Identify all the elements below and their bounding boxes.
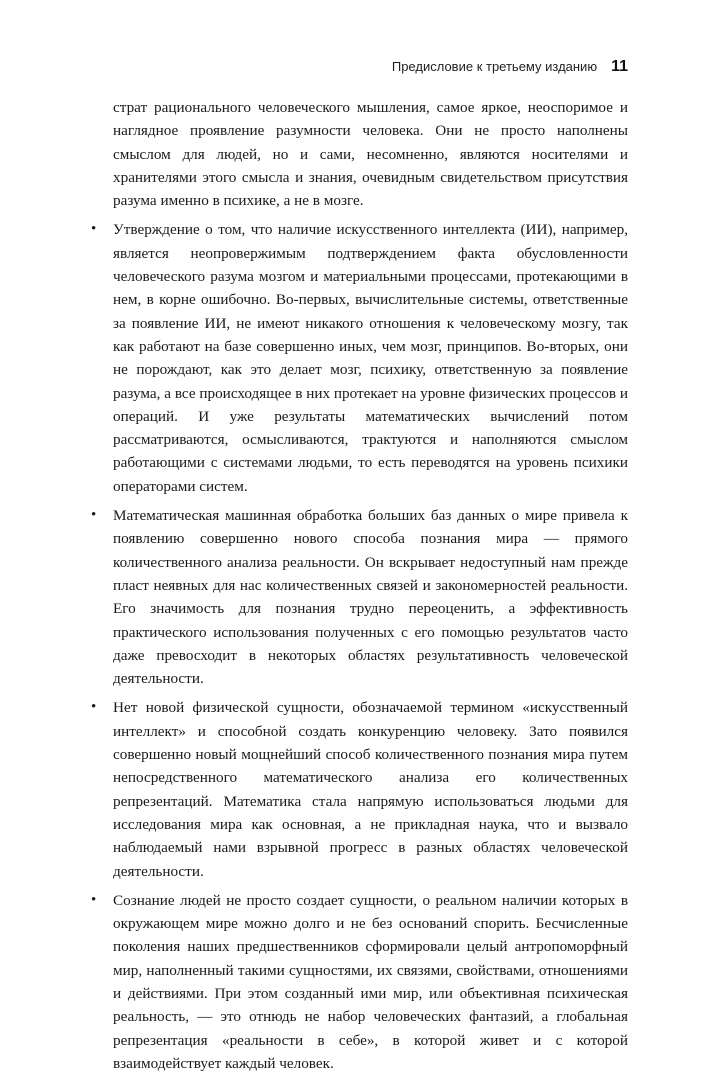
- bullet-text: Сознание людей не просто создает сущности, о реальном наличии которых в окружающем мире можно долго и не без оснований спорить. Бесчисленные поколения наших предшественников сформировали целый антропоморфный мир, наполненный такими сущностями, их связями, свойствами, отношениями и действиями. При этом созданный ими мир, или объективная психическая реальность, — это отнюдь не набор человеческих фантазий, а глобальная репрезентация «реальности в себе», в которой живет и с которой взаимодействует каждый человек.: [113, 891, 628, 1072]
- bullet-text: Утверждение о том, что наличие искусственного интеллекта (ИИ), например, является неопровержимым подтверждением факта обусловленности человеческого разума мозгом и материальными процессами, протекающими в нем, в корне ошибочно. Во-первых, вычислительные системы, ответственные за появление ИИ, не имеют никакого отношения к человеческому мозгу, так как работают на базе совершенно иных, чем мозг, принципов. Во-вторых, они не порождают, как это делает мозг, психику, ответственную за появление разума, а все происходящее в них протекает на уровне физических процессов и операций. И уже результаты математических вычислений потом рассматриваются, осмысливаются, трактуются и наполняются смыслом работающими с системами людьми, то есть переводятся на уровень психики операторами систем.: [113, 221, 628, 495]
- bullet-mark: •: [91, 891, 97, 908]
- bullet-item: [91, 218, 628, 498]
- bullet-mark: •: [91, 221, 97, 238]
- bullet-item: [91, 504, 628, 690]
- bullet-mark: •: [91, 507, 97, 524]
- bullet-text: Математическая машинная обработка больших баз данных о мире привела к появлению совершенно нового способа познания мира — прямого количественного анализа реальности. Он вскрывает недоступный нам прежде пласт неявных для нас количественных связей и закономерностей реальности. Его значимость для познания трудно переоценить, а эффективность практического использования полученных с его помощью результатов часто даже превосходит в некоторых областях результативность человеческой деятельности.: [113, 507, 628, 688]
- running-head: [392, 58, 628, 76]
- body-text: [91, 96, 628, 1075]
- page-number: 11: [611, 58, 628, 75]
- bullet-mark: •: [91, 699, 97, 716]
- bullet-list: [91, 218, 628, 1075]
- bullet-text: Нет новой физической сущности, обозначаемой термином «искусственный интеллект» и способной создать конкуренцию человеку. Зато появился совершенно новый мощнейший способ количественного познания мира путем непосредственного математического анализа его количественных репрезентаций. Математика стала напрямую использоваться людьми для исследования мира как основная, а не прикладная наука, что и вызвало наблюдаемый нами взрывной прогресс в разных областях человеческой деятельности.: [113, 699, 628, 880]
- bullet-item: [91, 696, 628, 882]
- continuation-paragraph: страт рационального человеческого мышления, самое яркое, неоспоримое и наглядное проявление разумности человека. Они не просто наполнены смыслом для людей, но и сами, несомненно, являются носителями и хранителями этого смысла и знания, очевидным свидетельством присутствия разума именно в психике, а не в мозге.: [113, 99, 628, 210]
- bullet-item: [91, 889, 628, 1075]
- running-title: Предисловие к третьему изданию: [391, 59, 598, 74]
